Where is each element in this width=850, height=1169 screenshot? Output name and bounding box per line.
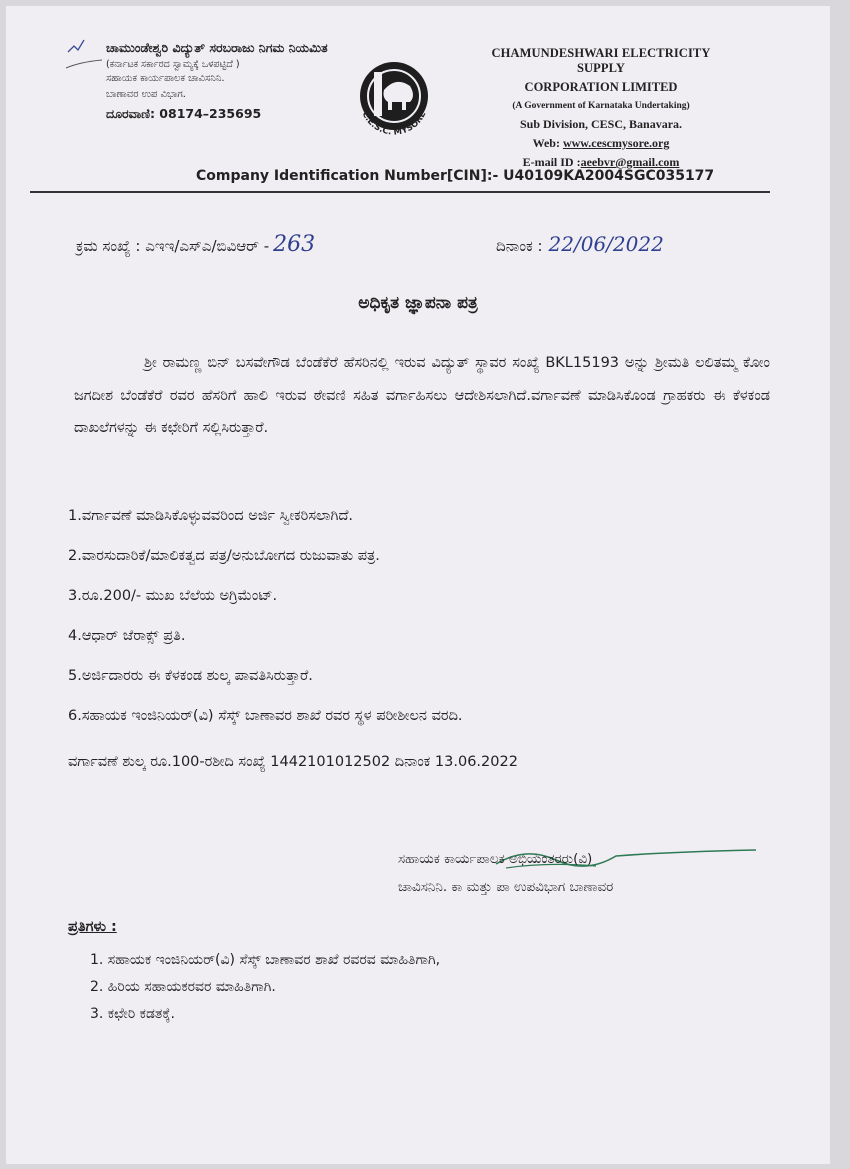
document-title: ಅಧಿಕೃತ ಜ್ಞಾಪನಾ ಪತ್ರ bbox=[358, 293, 478, 313]
list-item: 6.ಸಹಾಯಕ ಇಂಜಿನಿಯರ್(ವಿ) ಸೆಸ್ಕ್ ಬಾಣಾವರ ಶಾಖೆ ರವರ ಸ್ಥಳ ಪರೀಶೀಲನ ವರದಿ. bbox=[68, 708, 463, 724]
email-label: E-mail ID : bbox=[522, 155, 581, 169]
kannada-govt-note: (ಕರ್ನಾಟಕ ಸರ್ಕಾರದ ಸ್ವಾಮ್ಯಕ್ಕೆ ಒಳಪಟ್ಟಿದೆ ) bbox=[106, 59, 240, 70]
list-item: 2. ಹಿರಿಯ ಸಹಾಯಕರವರ ಮಾಹಿತಿಗಾಗಿ. bbox=[90, 979, 276, 995]
web-link[interactable]: www.cescmysore.org bbox=[562, 136, 670, 150]
handwritten-tick-mark bbox=[60, 34, 110, 74]
list-item: 4.ಆಧಾರ್ ಜೆರಾಕ್ಸ್ ಪ್ರತಿ. bbox=[68, 628, 186, 644]
english-org-name-2: CORPORATION LIMITED bbox=[524, 80, 678, 94]
list-item: 2.ವಾರಸುದಾರಿಕೆ/ಮಾಲಿಕತ್ವದ ಪತ್ರ/ಅನುಬೋಗದ ರುಜುವಾತು ಪತ್ರ. bbox=[68, 548, 380, 564]
date-handwritten: 22/06/2022 bbox=[548, 232, 664, 256]
kannada-subdivision: ಬಾಣಾವರ ಉಪ ವಿಭಾಗ. bbox=[106, 89, 186, 100]
reference-number bbox=[76, 232, 315, 257]
letterhead-kannada bbox=[106, 40, 376, 122]
list-item: 5.ಅರ್ಜಿದಾರರು ಈ ಕೆಳಕಂಡ ಶುಲ್ಕ ಪಾವತಿಸಿರುತ್ತಾರೆ. bbox=[68, 668, 313, 684]
body-paragraph: ಶ್ರೀ ರಾಮಣ್ಣ ಬಿನ್ ಬಸವೇಗೌಡ ಬೆಂಡೆಕೆರೆ ಹೆಸರಿನಲ್ಲಿ ಇರುವ ವಿದ್ಯುತ್ ಸ್ಥಾವರ ಸಂಖ್ಯೆ BKL15193 ಅನ್ನು ಶ್ರೀಮತಿ ಲಲಿತಮ್ಮ ಕೋಂ ಜಗದೀಶ ಬೆಂಡೆಕೆರೆ ರವರ ಹೆಸರಿಗೆ ಹಾಲಿ ಇರುವ ಠೇವಣಿ ಸಹಿತ ವರ್ಗಾಹಿಸಲು ಆದೇಶಿಸಲಾಗಿದೆ.ವರ್ಗಾವಣೆ ಮಾಡಿಸಿಕೊಂಡ ಗ್ರಾಹಕರು ಈ ಕೆಳಕಂಡ ದಾಖಲೆಗಳನ್ನು ಈ ಕಛೇರಿಗೆ ಸಲ್ಲಿಸಿರುತ್ತಾರೆ. bbox=[74, 355, 770, 436]
logo-text: C.E.S.C. MYSORE bbox=[359, 109, 429, 138]
list-item: 3. ಕಛೇರಿ ಕಡತಕ್ಕೆ. bbox=[90, 1006, 175, 1022]
english-web bbox=[476, 136, 726, 151]
document-page bbox=[6, 6, 830, 1164]
english-org-name: CHAMUNDESHWARI ELECTRICITY SUPPLY bbox=[491, 46, 711, 75]
cin-line: Company Identification Number[CIN]:- U40109KA2004SGC035177 bbox=[196, 168, 715, 184]
kannada-org-name: ಚಾಮುಂಡೇಶ್ವರಿ ವಿದ್ಯುತ್ ಸರಬರಾಜು ನಿಗಮ ನಿಯಮಿತ bbox=[106, 40, 328, 55]
reference-number-handwritten: 263 bbox=[273, 232, 316, 257]
cesc-logo bbox=[344, 50, 444, 150]
english-subdivision: Sub Division, CESC, Banavara. bbox=[519, 117, 683, 131]
list-item: 3.ರೂ.200/- ಮುಖ ಬೆಲೆಯ ಅಗ್ರಿಮೆಂಟ್. bbox=[68, 588, 278, 604]
copies-heading: ಪ್ರತಿಗಳು : bbox=[68, 919, 117, 935]
date-label: ದಿನಾಂಕ : bbox=[496, 237, 543, 255]
list-item: 1.ವರ್ಗಾವಣೆ ಮಾಡಿಸಿಕೊಳ್ಳುವವರಿಂದ ಅರ್ಜಿ ಸ್ವೀಕರಿಸಲಾಗಿದೆ. bbox=[68, 508, 354, 524]
document-checklist bbox=[68, 504, 788, 744]
kannada-office: ಸಹಾಯಕ ಕಾರ್ಯಪಾಲಕ ಚಾವಿಸನಿನಿ. bbox=[106, 73, 225, 84]
header-divider bbox=[30, 191, 770, 193]
kannada-phone: ದೂರವಾಣಿ: 08174–235695 bbox=[106, 106, 262, 121]
fee-receipt-line: ವರ್ಗಾವಣೆ ಶುಲ್ಕ ರೂ.100-ರಶೀದಿ ಸಂಖ್ಯೆ 1442101012502 ದಿನಾಂಕ 13.06.2022 bbox=[68, 754, 518, 770]
letterhead-english bbox=[476, 46, 726, 170]
email-link[interactable]: aeebvr@gmail.com bbox=[580, 155, 680, 169]
reference-label: ಕ್ರಮ ಸಂಖ್ಯೆ : ಎಇಇ/ಎಸ್‌ಎ/ಬಿವಿಆರ್ - bbox=[76, 237, 270, 255]
signatory-designation: ಸಹಾಯಕ ಕಾರ್ಯಪಾಲಕ ಅಭಿಯಂತರರು(ವಿ) bbox=[398, 851, 593, 867]
list-item: 1. ಸಹಾಯಕ ಇಂಜಿನಿಯರ್(ವಿ) ಸೆಸ್ಕ್ ಬಾಣಾವರ ಶಾಖೆ ರವರವ ಮಾಹಿತಿಗಾಗಿ, bbox=[90, 952, 441, 968]
english-govt-note: (A Government of Karnataka Undertaking) bbox=[512, 101, 690, 111]
web-label: Web: bbox=[532, 136, 563, 150]
reference-date bbox=[496, 232, 664, 256]
copies-list bbox=[90, 948, 440, 1029]
signatory-office: ಚಾವಿಸನಿನಿ. ಕಾ ಮತ್ತು ಪಾ ಉಪವಿಭಾಗ ಬಾಣಾವರ bbox=[398, 879, 614, 895]
